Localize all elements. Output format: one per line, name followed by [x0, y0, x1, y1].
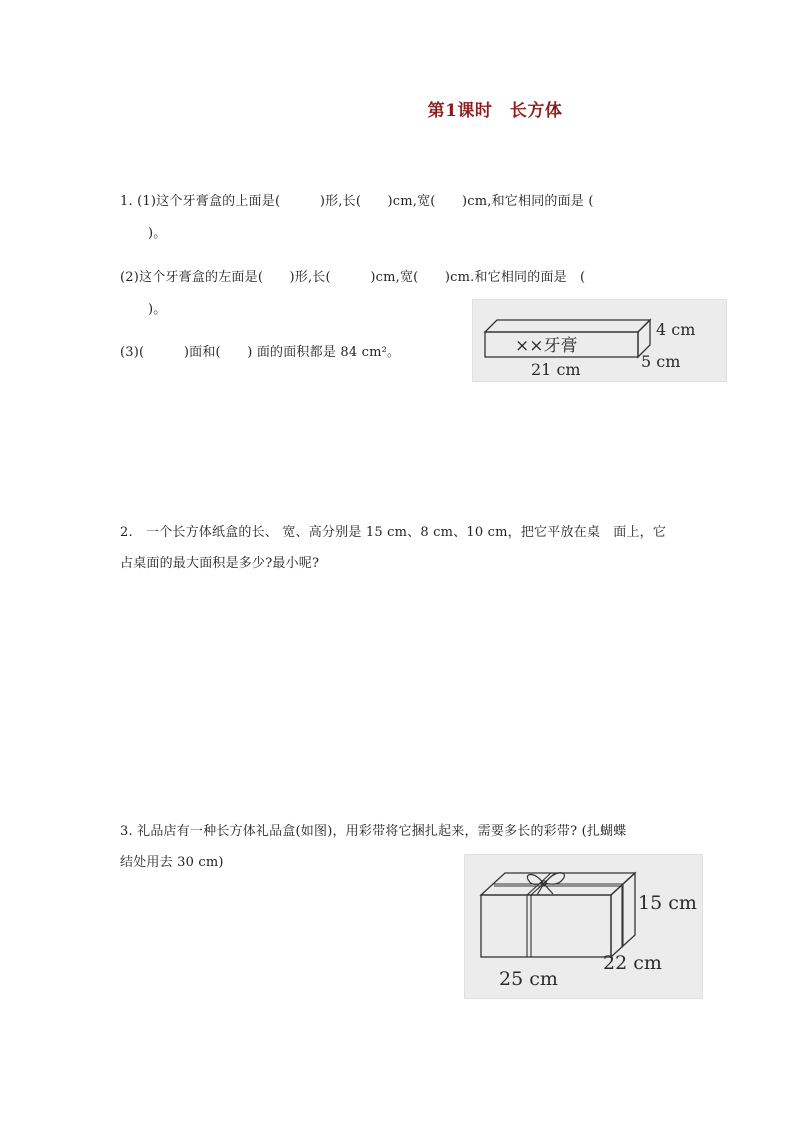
height-label: 15 cm [638, 892, 697, 914]
width-label: 5 cm [641, 352, 681, 371]
q1-part2-line2: )。 [148, 302, 167, 317]
toothpaste-box-figure [472, 299, 727, 382]
q1-part2-line1: (2)这个牙膏盒的左面是( )形,长( )cm,宽( )cm.和它相同的面是 ( [120, 270, 586, 285]
q1-part3: (3)( )面和( ) 面的面积都是 84 cm²。 [120, 345, 401, 360]
q3-line1: 3. 礼品店有一种长方体礼品盒(如图)，用彩带将它捆扎起来，需要多长的彩带? (扎蝴蝶 [120, 824, 627, 839]
q3-line2: 结处用去 30 cm) [120, 855, 224, 870]
length-label: 21 cm [531, 360, 581, 379]
q2-line2: 占桌面的最大面积是多少?最小呢? [120, 556, 320, 571]
height-label: 4 cm [656, 320, 696, 339]
length-label: 25 cm [499, 968, 558, 990]
width-label: 22 cm [603, 952, 662, 974]
q2-line1: 2. 一个长方体纸盒的长、 宽、高分别是 15 cm、8 cm、10 cm，把它平放在桌 面上，它 [120, 525, 667, 540]
page-title: 第1课时 长方体 [427, 101, 563, 121]
gift-box-figure [464, 854, 703, 999]
box-text: ××牙膏 [515, 336, 578, 356]
q1-part1-line2: )。 [148, 226, 167, 241]
q1-part1-line1: 1. (1)这个牙膏盒的上面是( )形,长( )cm,宽( )cm,和它相同的面是 ( [120, 194, 594, 209]
